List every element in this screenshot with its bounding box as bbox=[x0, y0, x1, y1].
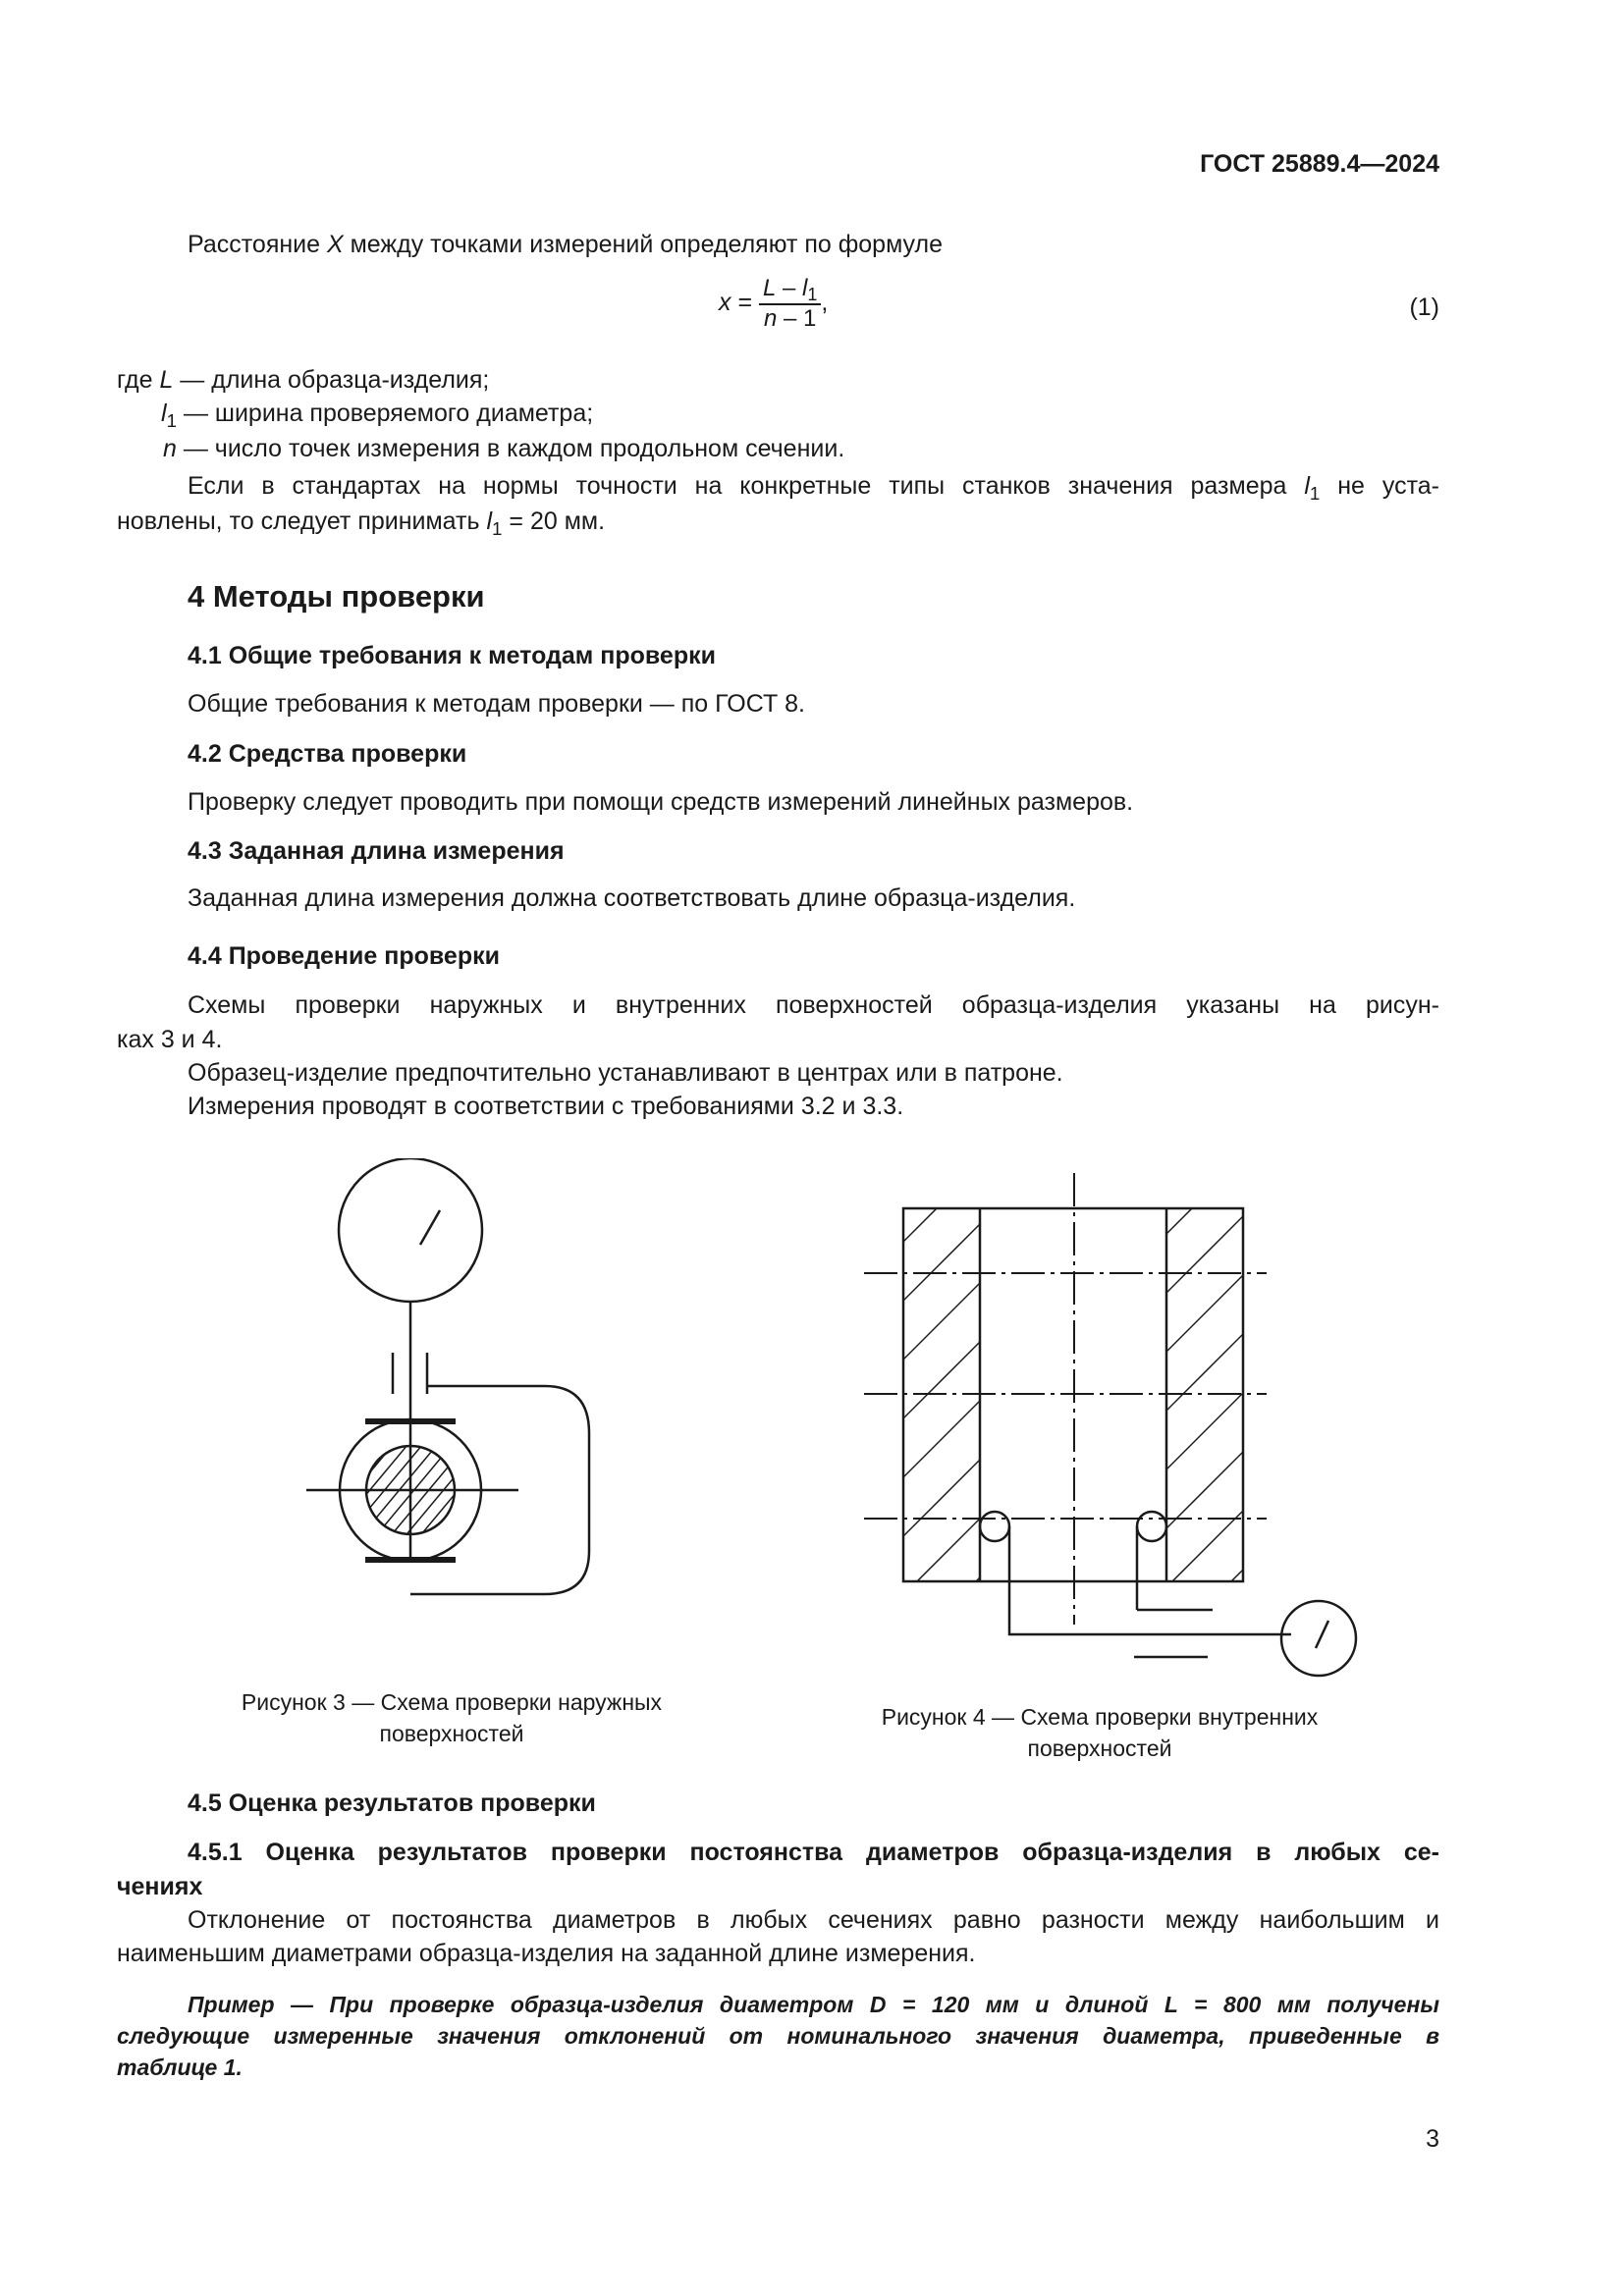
section-4-2-text: Проверку следует проводить при помощи средств измерений линейных размеров. bbox=[188, 788, 1134, 816]
dial-indicator-face bbox=[339, 1158, 482, 1302]
formula-numerator bbox=[759, 275, 821, 305]
formula-num-sub: 1 bbox=[807, 285, 818, 305]
formula-eq: = bbox=[731, 289, 759, 317]
note-var-l-2: l bbox=[486, 507, 493, 535]
figure-4-caption-line-2: поверхностей bbox=[1027, 1735, 1172, 1761]
figure-3-diagram bbox=[295, 1158, 609, 1649]
where-prefix: где bbox=[117, 366, 160, 394]
intro-text-before: Расстояние bbox=[188, 231, 327, 258]
section-4-4-para-1b: ках 3 и 4. bbox=[117, 1026, 223, 1053]
note-var-l-sub: 1 bbox=[1309, 482, 1321, 504]
formula-comma: , bbox=[821, 289, 829, 317]
where-text-n: — число точек измерения в каждом продольном сечении. bbox=[176, 435, 845, 462]
formula-num-l: l bbox=[802, 275, 808, 301]
where-line-n bbox=[163, 432, 844, 465]
where-text-L: — длина образца-изделия; bbox=[173, 366, 490, 394]
where-line-L bbox=[117, 363, 489, 397]
where-text-l1: — ширина проверяемого диаметра; bbox=[177, 400, 594, 427]
section-4-heading: 4 Методы проверки bbox=[188, 579, 485, 614]
intro-var-x: X bbox=[326, 231, 344, 258]
section-4-3-text: Заданная длина измерения должна соответствовать длине образца-изделия. bbox=[188, 884, 1076, 912]
note-var-l: l bbox=[1304, 472, 1310, 500]
formula bbox=[719, 275, 828, 333]
example-line-3: таблице 1. bbox=[117, 2055, 243, 2080]
where-var-n: n bbox=[163, 435, 177, 462]
formula-den-rest: – 1 bbox=[777, 305, 817, 332]
section-4-4-heading: 4.4 Проведение проверки bbox=[188, 942, 500, 970]
figure-3-caption-line-1: Рисунок 3 — Схема проверки наружных bbox=[241, 1689, 663, 1715]
section-4-4-para-1a: Схемы проверки наружных и внутренних поверхностей образца-изделия указаны на рисун- bbox=[188, 991, 1439, 1019]
note-line-1 bbox=[188, 469, 1439, 505]
section-4-1-heading: 4.1 Общие требования к методам проверки bbox=[188, 642, 716, 669]
figure-4-caption bbox=[844, 1701, 1355, 1764]
figure-4-diagram bbox=[854, 1163, 1365, 1703]
note-var-l-sub-2: 1 bbox=[492, 517, 503, 539]
section-4-5-1-heading-line-1: 4.5.1 Оценка результатов проверки постоянства диаметров образца-изделия в любых се- bbox=[188, 1839, 1439, 1866]
where-var-L: L bbox=[159, 366, 174, 394]
formula-lhs: x bbox=[719, 289, 731, 317]
formula-denominator bbox=[759, 305, 821, 333]
formula-den-n: n bbox=[764, 305, 778, 332]
intro-paragraph bbox=[188, 228, 943, 261]
section-4-3-heading: 4.3 Заданная длина измерения bbox=[188, 837, 565, 865]
formula-num-L: L bbox=[763, 275, 777, 301]
section-4-5-1-heading-line-2: чениях bbox=[117, 1873, 203, 1900]
document-number: ГОСТ 25889.4—2024 bbox=[1200, 150, 1439, 178]
section-4-5-1-para-line-1: Отклонение от постоянства диаметров в любых сечениях равно разности между наибольшим и bbox=[188, 1906, 1439, 1934]
section-4-4-para-2: Образец-изделие предпочтительно устанавливают в центрах или в патроне. bbox=[188, 1059, 1063, 1087]
where-var-l-sub: 1 bbox=[166, 409, 177, 431]
where-line-l1 bbox=[161, 397, 593, 432]
example-line-2: следующие измеренные значения отклонений от номинального значения диаметра, приведенные в bbox=[117, 2023, 1439, 2049]
dial-indicator-face bbox=[1281, 1601, 1356, 1676]
dial-indicator-needle bbox=[1316, 1621, 1328, 1648]
where-var-l: l bbox=[161, 400, 167, 427]
dial-indicator-needle bbox=[420, 1210, 440, 1245]
figure-3-caption bbox=[216, 1686, 687, 1749]
section-4-4-para-3: Измерения проводят в соответствии с требованиями 3.2 и 3.3. bbox=[188, 1093, 904, 1120]
left-probe-ball bbox=[980, 1512, 1009, 1541]
note-text-1: Если в стандартах на нормы точности на конкретные типы станков значения размера bbox=[188, 472, 1305, 500]
intro-text-after: между точками измерений определяют по формуле bbox=[343, 231, 943, 258]
figure-4-caption-line-1: Рисунок 4 — Схема проверки внутренних bbox=[881, 1704, 1319, 1730]
formula-number: (1) bbox=[1409, 294, 1439, 321]
section-4-5-1-para-line-2: наименьшим диаметрами образца-изделия на заданной длине измерения. bbox=[117, 1940, 976, 1967]
note-text-4: = 20 мм. bbox=[502, 507, 606, 535]
page-number: 3 bbox=[1426, 2125, 1439, 2153]
formula-fraction bbox=[759, 275, 821, 333]
section-4-2-heading: 4.2 Средства проверки bbox=[188, 740, 467, 768]
section-4-5-heading: 4.5 Оценка результатов проверки bbox=[188, 1789, 596, 1817]
note-text-2: не уста- bbox=[1320, 472, 1439, 500]
note-text-3: новлены, то следует принимать bbox=[117, 507, 487, 535]
figure-3-caption-line-2: поверхностей bbox=[379, 1721, 524, 1746]
left-wall-hatching bbox=[854, 1163, 1365, 1703]
right-probe-ball bbox=[1137, 1512, 1166, 1541]
note-line-2 bbox=[117, 505, 605, 540]
example-line-1: Пример — При проверке образца-изделия диаметром D = 120 мм и длиной L = 800 мм получены bbox=[188, 1992, 1439, 2017]
formula-num-minus: – bbox=[776, 275, 803, 301]
section-4-1-text: Общие требования к методам проверки — по ГОСТ 8. bbox=[188, 690, 806, 718]
